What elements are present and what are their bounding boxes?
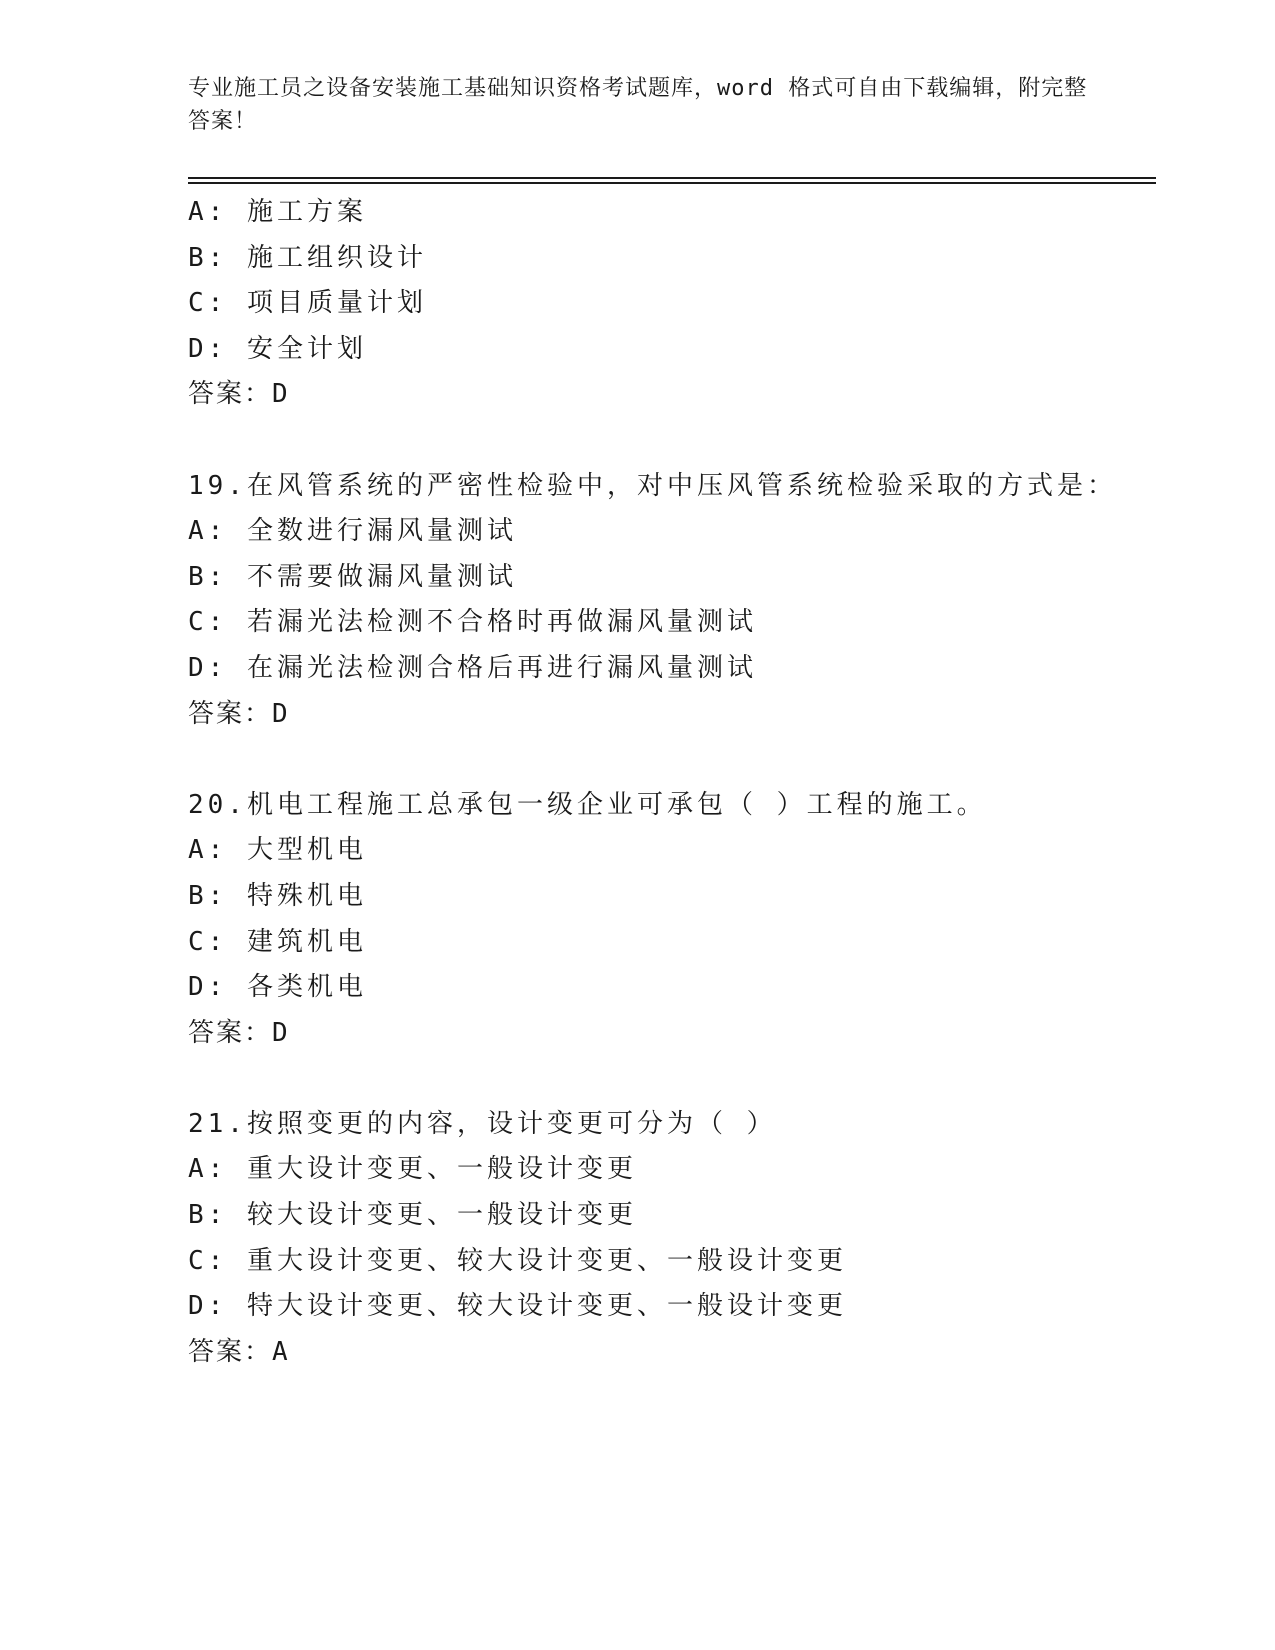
question-list <box>188 190 1156 1375</box>
answer-line <box>188 692 1156 738</box>
option-b: B: 施工组织设计 <box>188 242 427 273</box>
option-b: B: 较大设计变更、一般设计变更 <box>188 1200 637 1231</box>
answer-line <box>188 1011 1156 1057</box>
document-header: 专业施工员之设备安装施工基础知识资格考试题库，word 格式可自由下载编辑，附完整答案！ <box>188 76 1088 134</box>
answer-label: 答案： <box>188 1017 273 1048</box>
question-block <box>188 783 1156 1057</box>
question-block <box>188 464 1156 738</box>
option-c: C: 项目质量计划 <box>188 288 427 319</box>
option-d: D: 安全计划 <box>188 333 367 364</box>
spacer <box>188 1056 1156 1102</box>
option-c: C: 若漏光法检测不合格时再做漏风量测试 <box>188 607 757 638</box>
answer-value: D <box>272 698 292 729</box>
option-c: C: 建筑机电 <box>188 926 367 957</box>
option-b: B: 特殊机电 <box>188 880 367 911</box>
option-d: D: 在漏光法检测合格后再进行漏风量测试 <box>188 652 757 683</box>
spacer <box>188 737 1156 783</box>
header-rule-top <box>188 177 1156 179</box>
option-a: A: 施工方案 <box>188 197 367 227</box>
question-block <box>188 190 1156 418</box>
answer-label: 答案： <box>188 1336 273 1367</box>
option-d: D: 特大设计变更、较大设计变更、一般设计变更 <box>188 1291 847 1322</box>
option-a: A: 全数进行漏风量测试 <box>188 516 517 547</box>
option-a: A: 重大设计变更、一般设计变更 <box>188 1154 637 1185</box>
option-d: D: 各类机电 <box>188 972 367 1003</box>
question-block <box>188 1102 1156 1376</box>
question-stem: 21.按照变更的内容，设计变更可分为（ ） <box>188 1108 777 1139</box>
answer-value: D <box>272 1017 292 1048</box>
header-rule-bottom <box>188 182 1156 184</box>
spacer <box>188 418 1156 464</box>
answer-label: 答案： <box>188 379 273 410</box>
question-stem: 20.机电工程施工总承包一级企业可承包（ ）工程的施工。 <box>188 789 987 820</box>
answer-line <box>188 1330 1156 1376</box>
option-c: C: 重大设计变更、较大设计变更、一般设计变更 <box>188 1245 847 1276</box>
option-b: B: 不需要做漏风量测试 <box>188 561 517 592</box>
option-a: A: 大型机电 <box>188 835 367 866</box>
answer-line <box>188 372 1156 418</box>
answer-label: 答案： <box>188 698 273 729</box>
answer-value: A <box>272 1336 292 1367</box>
answer-value: D <box>272 379 292 410</box>
question-stem: 19.在风管系统的严密性检验中，对中压风管系统检验采取的方式是： <box>188 470 1117 501</box>
